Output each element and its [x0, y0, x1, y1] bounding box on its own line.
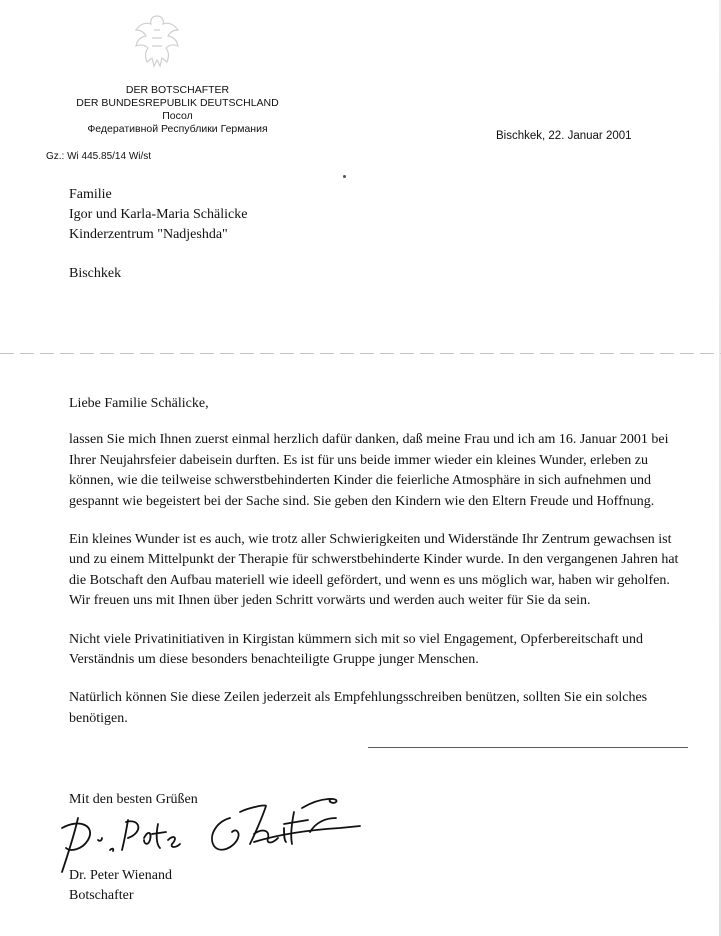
reference-number: Gz.: Wi 445.85/14 Wi/st [46, 151, 152, 162]
paragraph-recommendation: Natürlich können Sie diese Zeilen jederzeit als Empfehlungsschreiben benützen, sollten Sie ein solches benötigen. [69, 690, 648, 726]
paragraph-wonder: Ein kleines Wunder ist es auch, wie trotz aller Schwierigkeiten und Widerstände Ihr Zentrum gewachsen ist und zu einem Mittelpunkt der Therapie für schwerstbehinderte Kinder wurde. In den vergangenen Jahren hat die Botschaft den Aufbau materiell wie ideell gefördert, und wenn es uns möglich war, haben wir geholfen. Wir freuen uns mit Ihnen über jeden Schritt vorwärts und werden auch weiter für Sie da sein. [69, 532, 679, 609]
strike-through-mark [368, 747, 688, 748]
recipient-address [69, 185, 247, 284]
letterhead-sender [50, 84, 305, 136]
letter-body [69, 394, 684, 747]
recipient-line-center: Kinderzentrum "Nadjeshda" [69, 227, 228, 242]
paragraph-initiatives: Nicht viele Privatinitiativen in Kirgistan kümmern sich mit so viel Engagement, Opferbereitschaft und Verständnis um diese besonders benachteiligte Gruppe junger Menschen. [69, 631, 643, 668]
fold-line [0, 353, 721, 354]
sender-country: DER BUNDESREPUBLIK DEUTSCHLAND [76, 97, 279, 109]
sender-title-russian: Посол [162, 110, 193, 122]
signer-name: Dr. Peter Wienand [69, 868, 172, 883]
recipient-line-names: Igor und Karla-Maria Schälicke [69, 207, 248, 222]
paragraph-thanks: lassen Sie mich Ihnen zuerst einmal herzlich dafür danken, daß meine Frau und ich am 16. Januar 2001 bei Ihrer Neujahrsfeier dabeisein durften. Es ist für uns beide immer wieder ein kleines Wunder, erleben zu können, wie die teilweise schwerstbehinderten Kinder die feierliche Atmosphäre in sich aufnehmen und gespannt wie begeistert bei der Sache sind. Sie geben den Kindern wie den Eltern Freude und Hoffnung. [69, 432, 669, 509]
scan-speck [343, 175, 346, 178]
federal-eagle-crest-icon [132, 10, 182, 74]
signer-title: Botschafter [69, 888, 134, 903]
sender-title: DER BOTSCHAFTER [125, 84, 230, 96]
closing-greeting: Mit den besten Grüßen [69, 792, 198, 807]
signature-block [69, 866, 172, 906]
recipient-line-family: Familie [69, 187, 112, 202]
recipient-city: Bischkek [69, 266, 122, 281]
salutation: Liebe Familie Schälicke, [69, 396, 209, 411]
place-date: Bischkek, 22. Januar 2001 [496, 130, 632, 142]
sender-country-russian: Федеративной Республики Германия [87, 123, 268, 135]
